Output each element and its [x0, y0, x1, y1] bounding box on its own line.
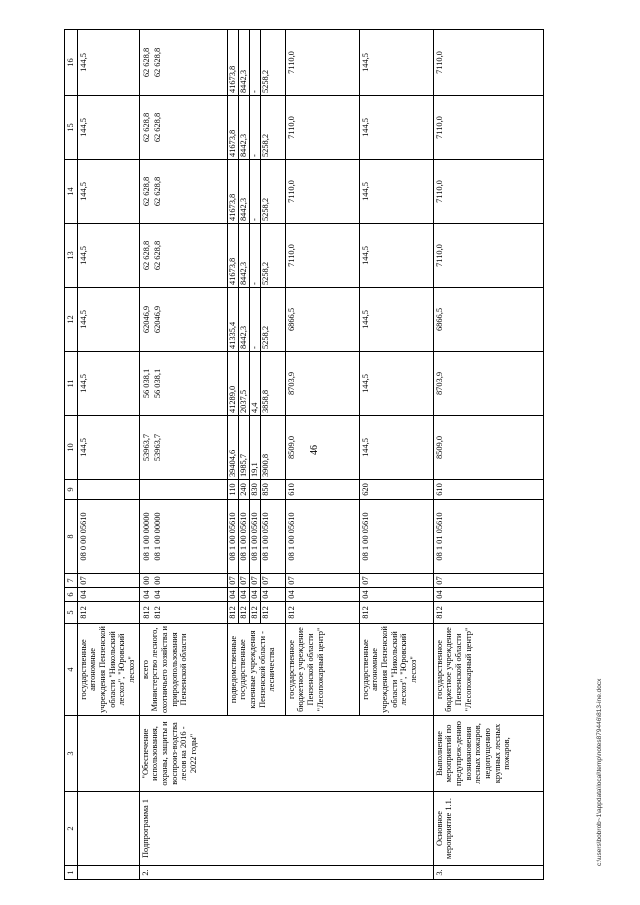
value-cell: 144,5 — [359, 96, 433, 160]
value-cell: 62046,9 62046,9 — [139, 288, 227, 352]
value-cell: 144,5 — [359, 288, 433, 352]
header-cell: 12 — [65, 288, 78, 352]
value-cell: 41673,8 8442,3 - 5258,2 — [227, 160, 285, 224]
row-number: 3. — [433, 866, 543, 880]
csr-cell: 08 1 00 05610 08 1 00 05610 08 1 00 05610 08 1 00 05610 — [227, 500, 285, 574]
vr-cell: 110 240 830 850 — [227, 480, 285, 500]
value-cell: 8509,0 — [285, 416, 359, 480]
value-cell: 8509,0 — [433, 416, 543, 480]
footer-file-path: c:\users\bobrob~1\appdata\local\temp\notes879446\813-ine.docx — [596, 678, 603, 866]
value-cell: 144,5 — [77, 224, 139, 288]
header-cell: 15 — [65, 96, 78, 160]
value-cell: 7110,0 — [433, 30, 543, 96]
value-cell: 144,5 — [359, 416, 433, 480]
header-cell: 11 — [65, 352, 78, 416]
value-cell: 62 628,8 62 628,8 — [139, 160, 227, 224]
value-cell: 56 038,1 56 038,1 — [139, 352, 227, 416]
grbs-cell: 812 812 812 812 — [227, 602, 285, 624]
header-cell: 14 — [65, 160, 78, 224]
csr-cell: 08 1 00 00000 08 1 00 00000 — [139, 500, 227, 574]
vr-cell: 610 — [433, 480, 543, 500]
header-cell: 9 — [65, 480, 78, 500]
value-cell: 41335,4 8442,3 - 5258,2 — [227, 288, 285, 352]
value-cell: 144,5 — [77, 288, 139, 352]
header-cell: 16 — [65, 30, 78, 96]
value-cell: 144,5 — [77, 352, 139, 416]
value-cell: 53963,7 53963,7 — [139, 416, 227, 480]
rz-cell: 04 — [359, 588, 433, 602]
csr-cell: 08 1 00 05610 — [285, 500, 359, 574]
value-cell: 144,5 — [77, 30, 139, 96]
rz-cell: 04 — [77, 588, 139, 602]
vr-cell: 620 — [359, 480, 433, 500]
value-cell: 6866,5 — [285, 288, 359, 352]
header-cell: 4 — [65, 624, 78, 716]
measure-name: Основное мероприятие 1.1. — [433, 792, 543, 866]
grbs-cell: 812 — [285, 602, 359, 624]
value-cell: 62 628,8 62 628,8 — [139, 224, 227, 288]
executor-cell: государственные автономные учреждения Пензенской области "Никольский лесхоз", "Юровский лесхоз" — [77, 624, 139, 716]
value-cell: 7110,0 — [285, 30, 359, 96]
header-cell: 6 — [65, 588, 78, 602]
page-number: 46 — [309, 445, 320, 455]
value-cell: 8703,9 — [285, 352, 359, 416]
value-cell: 41673,8 8442,3 - 5258,2 — [227, 224, 285, 288]
value-cell: 144,5 — [359, 352, 433, 416]
grbs-cell: 812 — [433, 602, 543, 624]
program-description: "Обеспечение использования, охраны, защиты и воспроиз-водства лесов на 2016 - 2022 годы" — [139, 716, 433, 792]
value-cell: 39404,6 1985,7 19,1 3900,8 — [227, 416, 285, 480]
grbs-cell: 812 812 — [139, 602, 227, 624]
header-cell: 1 — [65, 866, 78, 880]
value-cell: 7110,0 — [285, 160, 359, 224]
executor-cell: государственное бюджетное учреждение Пензенской области "Лесопожарный центр" — [433, 624, 543, 716]
value-cell: 144,5 — [359, 30, 433, 96]
value-cell: 8703,9 — [433, 352, 543, 416]
value-cell: 7110,0 — [433, 224, 543, 288]
csr-cell: 08 1 00 05610 — [359, 500, 433, 574]
pr-cell: 00 00 — [139, 574, 227, 588]
value-cell: 62 628,8 62 628,8 — [139, 96, 227, 160]
value-cell: 144,5 — [359, 160, 433, 224]
rz-cell: 04 — [285, 588, 359, 602]
value-cell: 41673,8 8442,3 - 5258,2 — [227, 30, 285, 96]
measure-description: Выполнение мероприятий по предупреж-дению возникновения лесных пожаров, недопущению крупных лесных пожаров, — [433, 716, 543, 792]
executor-cell: подведомственные государственные казенные учреждения Пензенской области - лесничества — [227, 624, 285, 716]
value-cell: 62 628,8 62 628,8 — [139, 30, 227, 96]
value-cell: 144,5 — [77, 96, 139, 160]
rz-cell: 04 04 04 04 — [227, 588, 285, 602]
header-cell: 7 — [65, 574, 78, 588]
table-row — [77, 30, 139, 880]
header-cell: 2 — [65, 792, 78, 866]
csr-cell: 08 1 01 05610 — [433, 500, 543, 574]
value-cell: 7110,0 — [285, 224, 359, 288]
budget-table — [64, 29, 544, 880]
grbs-cell: 812 — [77, 602, 139, 624]
value-cell: 7110,0 — [433, 96, 543, 160]
pr-cell: 07 07 07 07 — [227, 574, 285, 588]
rotated-table-page — [64, 30, 577, 880]
value-cell: 7110,0 — [433, 160, 543, 224]
pr-cell: 07 — [77, 574, 139, 588]
value-cell: 41673,8 8442,3 - 5258,2 — [227, 96, 285, 160]
executor-cell: государственные автономные учреждения Пензенской области "Никольский лесхоз", "Юровский лесхоз" — [359, 624, 433, 716]
value-cell: 144,5 — [77, 416, 139, 480]
table-row — [433, 30, 543, 880]
value-cell: 41289,0 2037,5 4,4 3858,8 — [227, 352, 285, 416]
rz-cell: 04 04 — [139, 588, 227, 602]
value-cell: 7110,0 — [285, 96, 359, 160]
value-cell: 6866,5 — [433, 288, 543, 352]
value-cell: 144,5 — [359, 224, 433, 288]
header-cell: 3 — [65, 716, 78, 792]
rz-cell: 04 — [433, 588, 543, 602]
header-cell: 13 — [65, 224, 78, 288]
pr-cell: 07 — [285, 574, 359, 588]
executor-cell: государственное бюджетное учреждение Пензенской области "Лесопожарный центр" — [285, 624, 359, 716]
pr-cell: 07 — [433, 574, 543, 588]
header-cell: 5 — [65, 602, 78, 624]
table-row — [139, 30, 227, 880]
grbs-cell: 812 — [359, 602, 433, 624]
executor-cell: всего Министерство лесного, охотничьего хозяйства и природопользования Пензенской области — [139, 624, 227, 716]
value-cell: 144,5 — [77, 160, 139, 224]
header-row — [65, 30, 78, 880]
header-cell: 10 — [65, 416, 78, 480]
vr-cell: 610 — [285, 480, 359, 500]
pr-cell: 07 — [359, 574, 433, 588]
program-name: Подпрограмма 1 — [139, 792, 433, 866]
header-cell: 8 — [65, 500, 78, 574]
csr-cell: 08 0 00 05610 — [77, 500, 139, 574]
row-number: 2. — [139, 866, 433, 880]
